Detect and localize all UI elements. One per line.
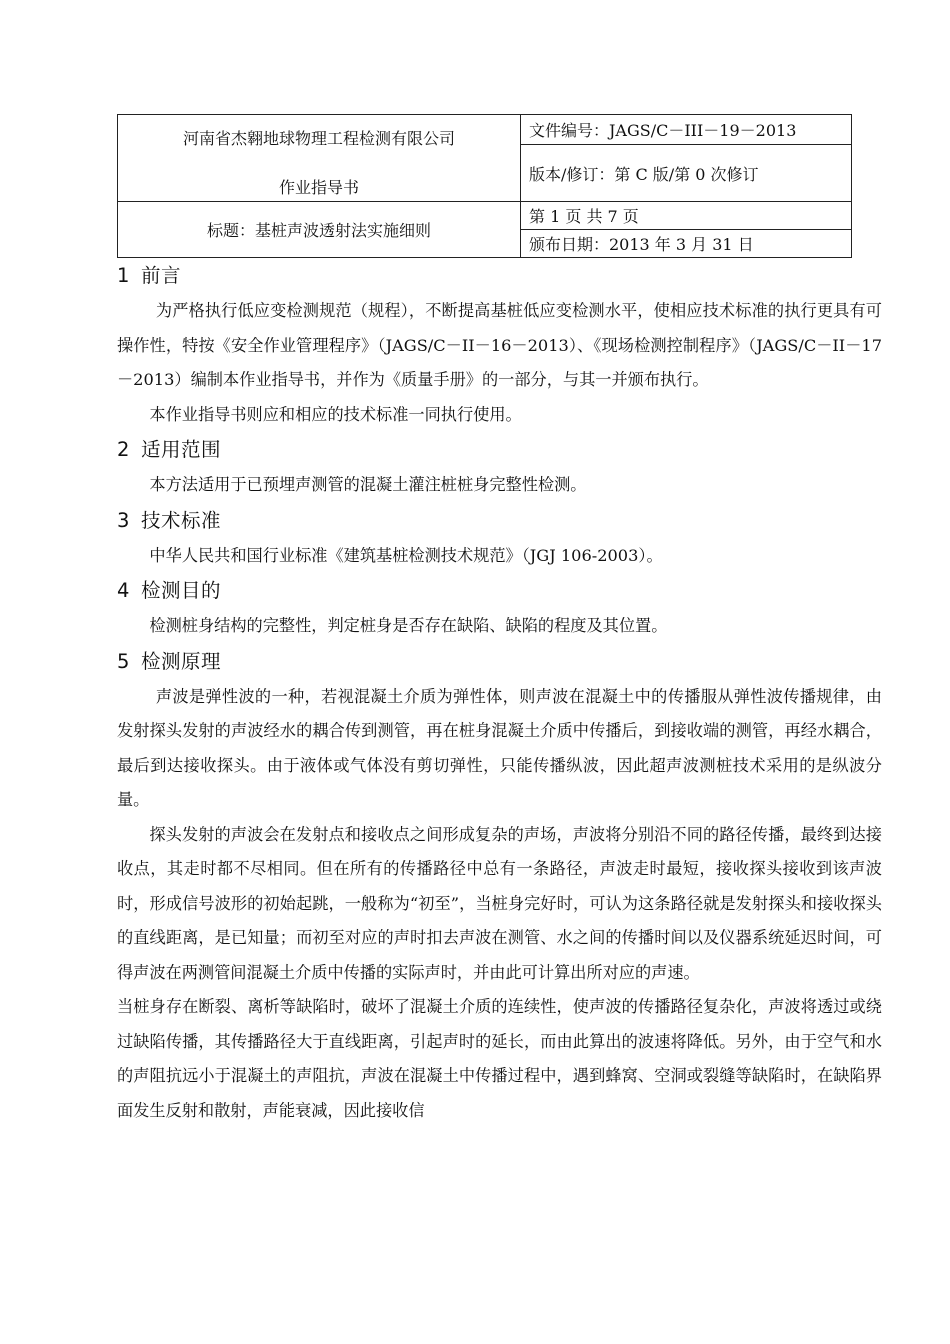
paragraph: 探头发射的声波会在发射点和接收点之间形成复杂的声场，声波将分别沿不同的路径传播，最终到达接收点，其走时都不尽相同。但在所有的传播路径中总有一条路径，声波走时最短，接收探头接收到该声波时，形成信号波形的初始起跳，一般称为“初至”，当桩身完好时，可认为这条路径就是发射探头和接收探头的直线距离，是已知量；而初至对应的声时扣去声波在测管、水之间的传播时间以及仪器系统延迟时间，可得声波在两测管间混凝土介质中传播的实际声时，并由此可计算出所对应的声速。 [117, 824, 882, 982]
section-foreword [117, 258, 882, 432]
paragraph: 中华人民共和国行业标准《建筑基桩检测技术规范》（JGJ 106-2003）。 [149, 545, 663, 565]
section-heading: 4 检测目的 [117, 579, 222, 602]
paragraph: 本方法适用于已预埋声测管的混凝土灌注桩桩身完整性检测。 [149, 475, 587, 494]
version-info: 版本/修订：第 C 版/第 0 次修订 [521, 145, 852, 202]
section-heading: 5 检测原理 [117, 649, 222, 673]
paragraph: 当桩身存在断裂、离析等缺陷时，破坏了混凝土介质的连续性，使声波的传播路径复杂化，声波将透过或绕过缺陷传播，其传播路径大于直线距离，引起声时的延长，而由此算出的波速将降低。另外，由于空气和水的声阻抗远小于混凝土的声阻抗，声波在混凝土中传播过程中，遇到蜂窝、空洞或裂缝等缺陷时，在缺陷界面发生反射和散射，声能衰减，因此接收信 [117, 997, 882, 1120]
paragraph: 声波是弹性波的一种，若视混凝土介质为弹性体，则声波在混凝土中的传播服从弹性波传播规律，由发射探头发射的声波经水的耦合传到测管，再在桩身混凝土介质中传播后，到接收端的测管，再经水耦合，最后到达接收探头。由于液体或气体没有剪切弹性，只能传播纵波，因此超声波测桩技术采用的是纵波分量。 [117, 686, 882, 809]
section-standards [117, 503, 882, 574]
document-body [117, 258, 882, 1128]
section-heading: 3 技术标准 [117, 508, 222, 532]
section-purpose [117, 573, 882, 644]
document-header-table [117, 114, 852, 258]
paragraph: 为严格执行低应变检测规范（规程），不断提高基桩低应变检测水平，使相应技术标准的执行更具有可操作性，特按《安全作业管理程序》（JAGS/C－II－16－2013）、《现场检测控制程序》（JAGS/C－II－17－2013）编制本作业指导书，并作为《质量手册》的一部分，与其一并颁布执行。 [117, 301, 882, 389]
section-scope [117, 432, 882, 503]
file-number: 文件编号：JAGS/C－III－19－2013 [521, 115, 852, 145]
document-title: 标题：基桩声波透射法实施细则 [118, 202, 521, 258]
document-type: 作业指导书 [278, 178, 359, 197]
section-principle [117, 644, 882, 1129]
section-heading: 2 适用范围 [117, 438, 222, 461]
issue-date: 颁布日期：2013 年 3 月 31 日 [521, 230, 852, 258]
section-heading: 1 前言 [117, 264, 182, 287]
company-name: 河南省杰翱地球物理工程检测有限公司 [182, 129, 455, 148]
company-cell [118, 115, 521, 202]
page-info: 第 1 页 共 7 页 [521, 202, 852, 230]
paragraph: 检测桩身结构的完整性，判定桩身是否存在缺陷、缺陷的程度及其位置。 [149, 616, 668, 635]
paragraph: 本作业指导书则应和相应的技术标准一同执行使用。 [149, 404, 522, 424]
